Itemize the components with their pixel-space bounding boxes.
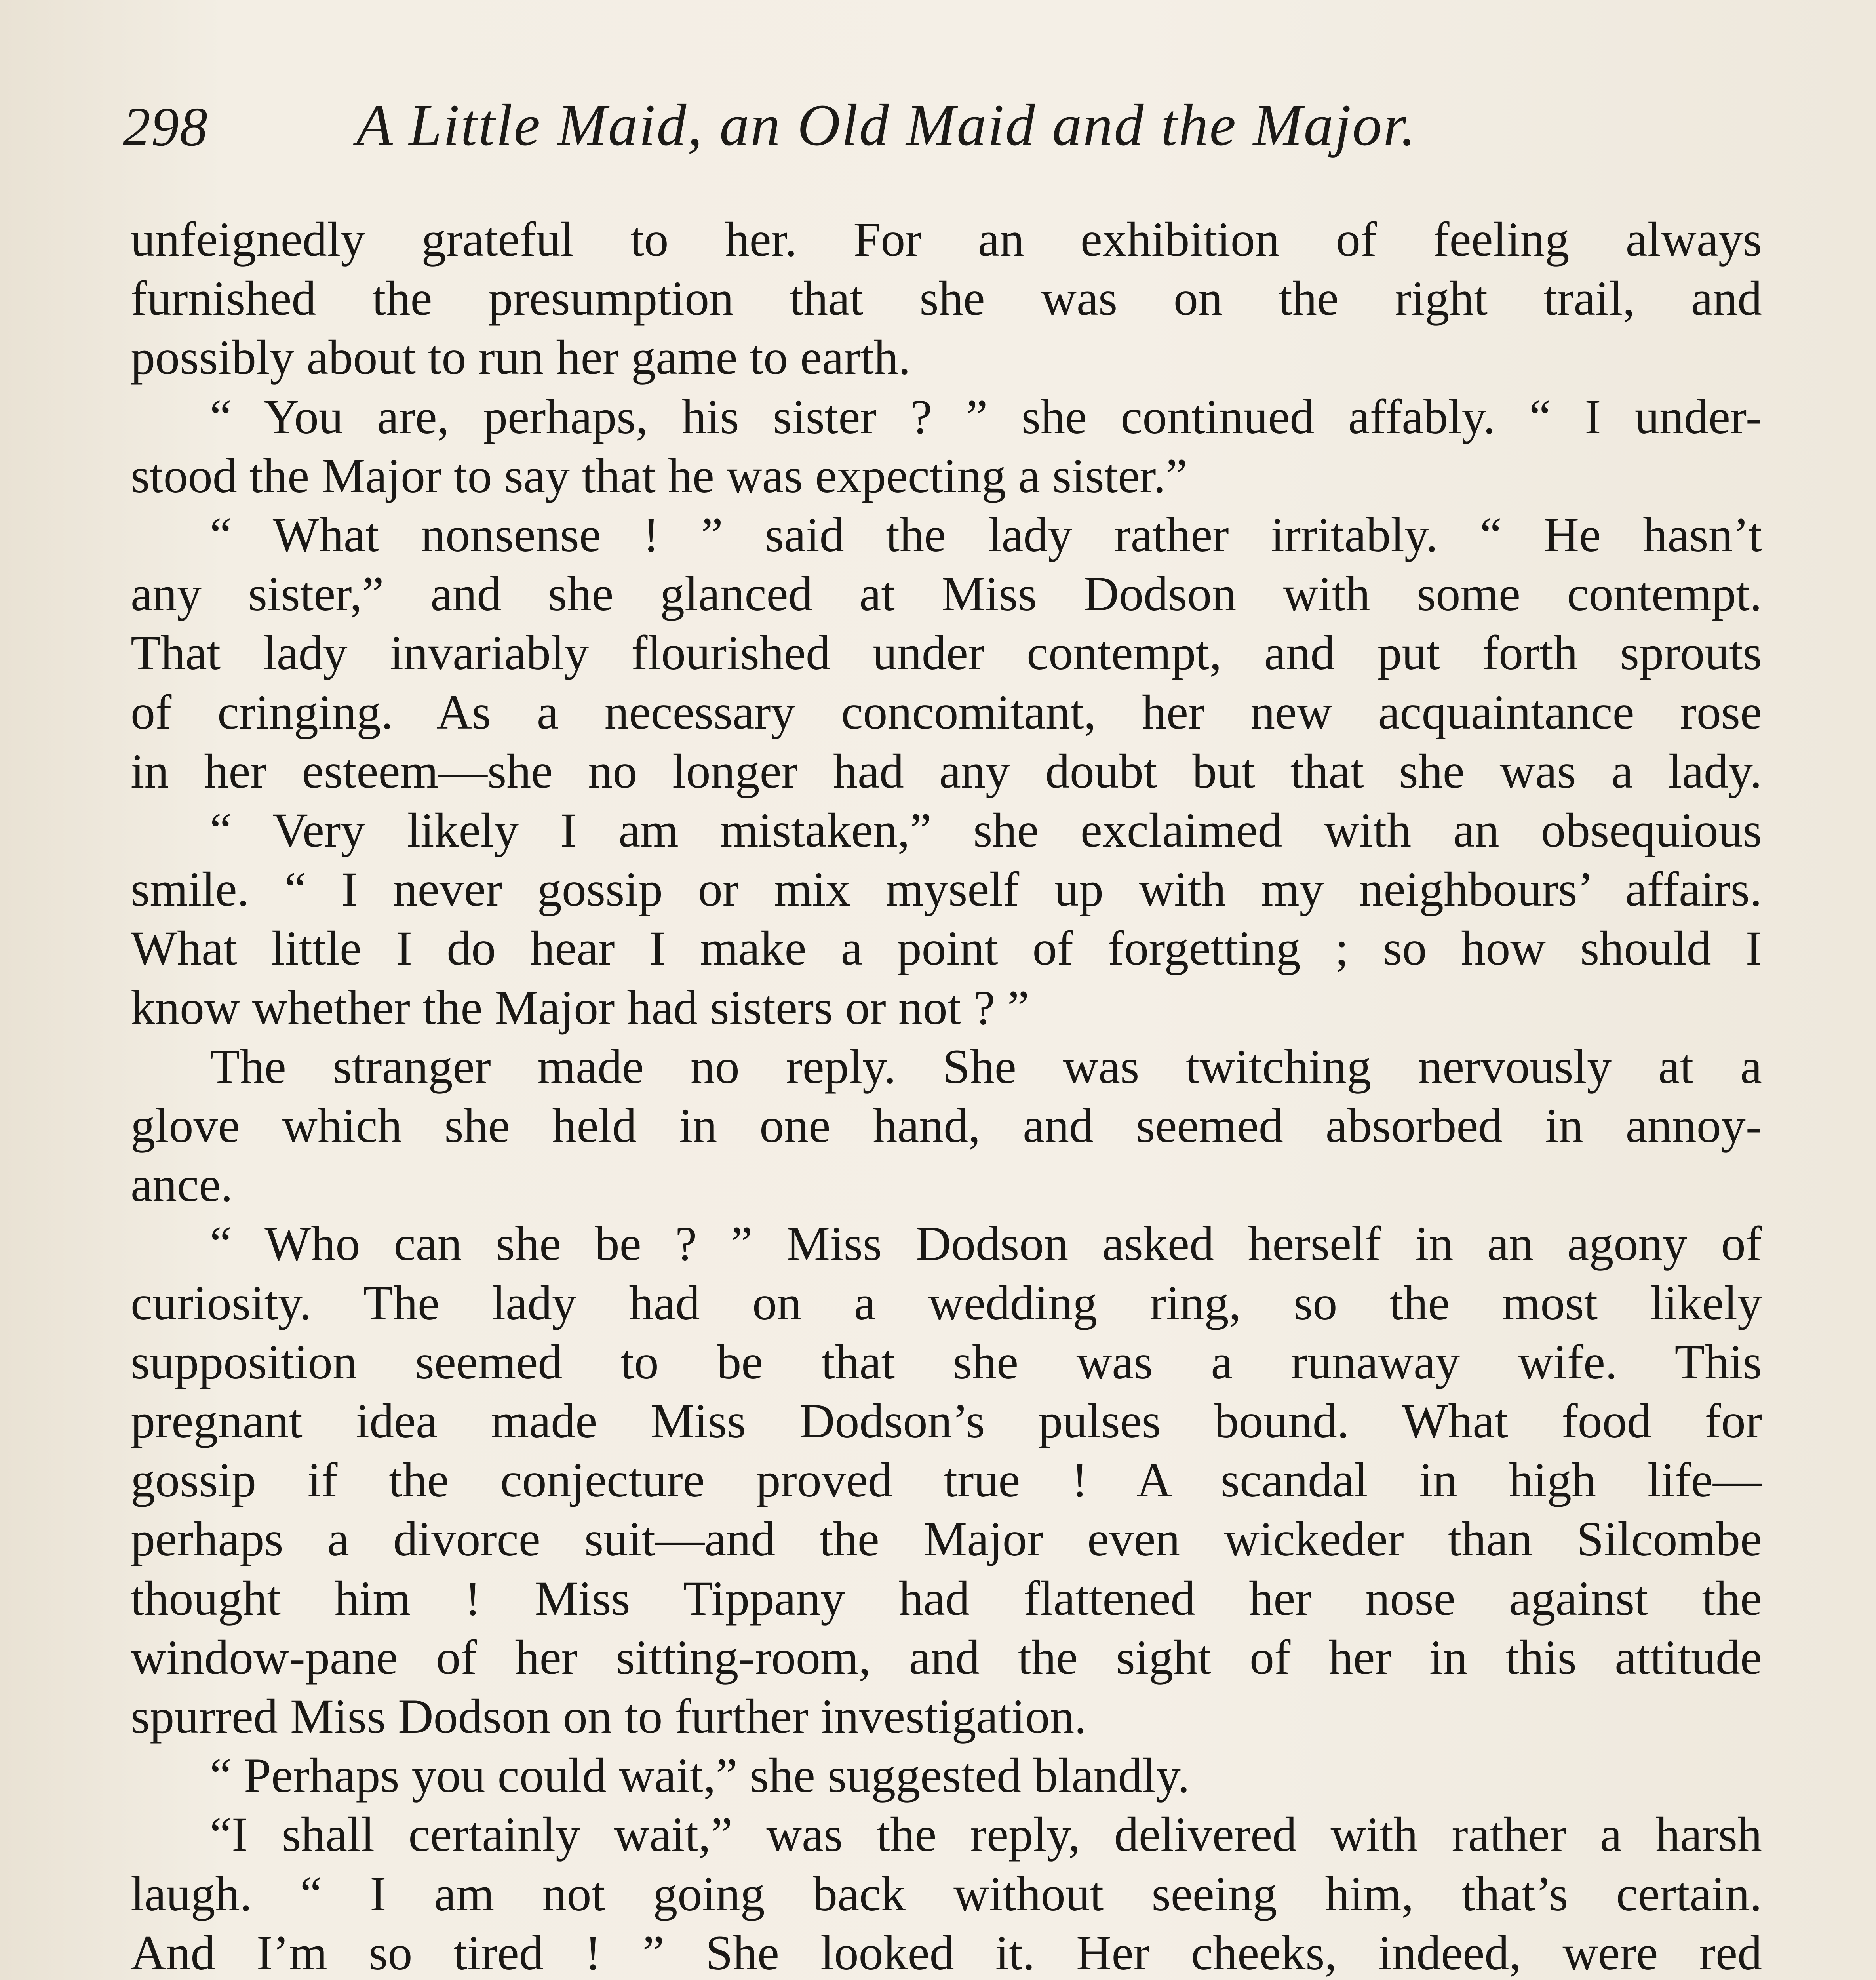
text-line: smile. “ I never gossip or mix myself up with my neighbours’ affairs.: [131, 862, 1762, 917]
running-title: A Little Maid, an Old Maid and the Major.: [356, 92, 1417, 158]
text-line: The stranger made no reply. She was twitching nervously at a: [210, 1039, 1762, 1094]
text-line: “ Who can she be ? ” Miss Dodson asked herself in an agony of: [210, 1217, 1762, 1271]
text-line: glove which she held in one hand, and seemed absorbed in annoy-: [131, 1099, 1762, 1153]
text-line: stood the Major to say that he was expecting a sister.”: [131, 448, 1187, 503]
page-number: 298: [123, 96, 208, 158]
text-line: ance.: [131, 1158, 233, 1212]
text-line: possibly about to run her game to earth.: [131, 330, 911, 385]
text-line: unfeignedly grateful to her. For an exhibition of feeling always: [131, 212, 1762, 267]
text-line: supposition seemed to be that she was a runaway wife. This: [131, 1335, 1762, 1389]
text-line: What little I do hear I make a point of forgetting ; so how should I: [131, 921, 1762, 976]
text-line: thought him ! Miss Tippany had flattened her nose against the: [131, 1571, 1762, 1626]
text-line: And I’m so tired ! ” She looked it. Her cheeks, indeed, were red: [131, 1925, 1762, 1980]
text-line: “ Very likely I am mistaken,” she exclaimed with an obsequious: [210, 803, 1762, 858]
text-line: “ What nonsense ! ” said the lady rather irritably. “ He hasn’t: [210, 508, 1762, 562]
text-line: know whether the Major had sisters or not ? ”: [131, 980, 1029, 1035]
text-line: “I shall certainly wait,” was the reply, delivered with rather a harsh: [210, 1807, 1762, 1862]
text-line: pregnant idea made Miss Dodson’s pulses bound. What food for: [131, 1394, 1762, 1449]
text-line: of cringing. As a necessary concomitant, her new acquaintance rose: [131, 685, 1762, 739]
text-line: any sister,” and she glanced at Miss Dodson with some contempt.: [131, 567, 1762, 621]
text-line: in her esteem—she no longer had any doubt but that she was a lady.: [131, 744, 1762, 798]
text-line: curiosity. The lady had on a wedding ring, so the most likely: [131, 1276, 1762, 1330]
text-line: furnished the presumption that she was on the right trail, and: [131, 271, 1762, 326]
text-line: perhaps a divorce suit—and the Major even wickeder than Silcombe: [131, 1512, 1762, 1567]
text-line: window-pane of her sitting-room, and the sight of her in this attitude: [131, 1630, 1762, 1685]
text-line: “ You are, perhaps, his sister ? ” she continued affably. “ I under-: [210, 389, 1762, 444]
body-text: [131, 210, 1762, 1980]
running-head: [123, 91, 1754, 170]
text-line: That lady invariably flourished under contempt, and put forth sprouts: [131, 626, 1762, 680]
text-line: “ Perhaps you could wait,” she suggested blandly.: [210, 1748, 1190, 1803]
text-line: laugh. “ I am not going back without seeing him, that’s certain.: [131, 1866, 1762, 1921]
text-line: gossip if the conjecture proved true ! A scandal in high life—: [131, 1453, 1762, 1508]
text-line: spurred Miss Dodson on to further investigation.: [131, 1689, 1087, 1744]
